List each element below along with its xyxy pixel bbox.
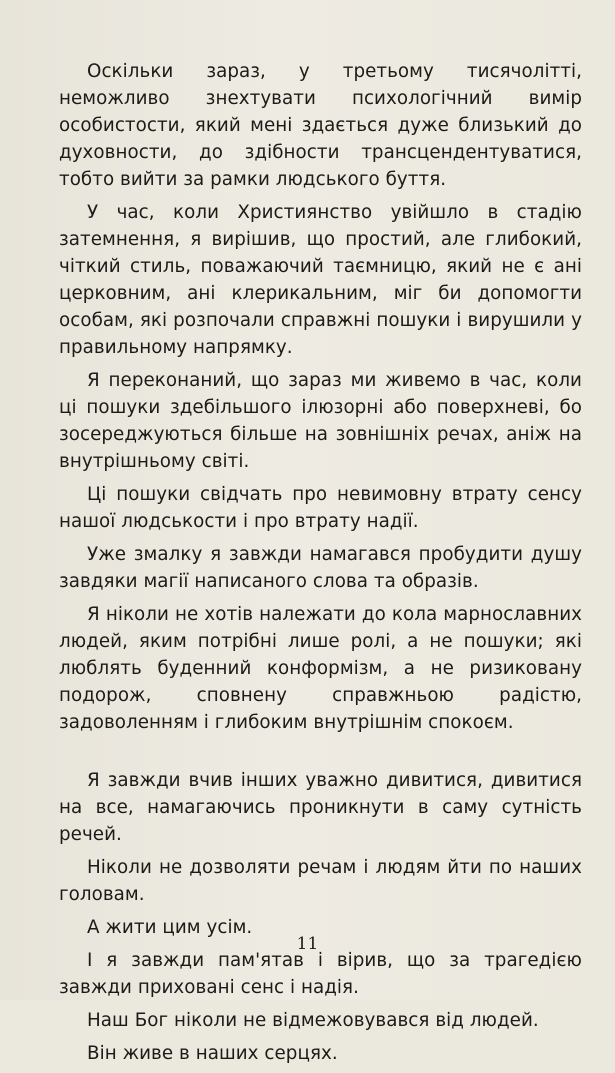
paragraph: Я завжди вчив інших уважно дивитися, дивитися на все, намагаючись проникнути в саму сутність речей.	[59, 770, 582, 845]
paragraph: Наш Бог ніколи не відмежовувався від людей.	[87, 1010, 539, 1031]
paragraph: Я переконаний, що зараз ми живемо в час, коли ці пошуки здебільшого ілюзорні або поверхневі, бо зосереджуються більше на зовнішніх речах, аніж на внутрішньому світі.	[59, 370, 582, 472]
paragraph: Ці пошуки свідчать про невимовну втрату сенсу нашої людськости і про втрату надії.	[59, 484, 582, 532]
paragraph: Оскільки зараз, у третьому тисячолітті, неможливо знехтувати психологічний вимір особистости, який мені здається дуже близький до духовности, до здібности трансцендентуватися, тобто вийти за рамки людського буття.	[59, 61, 582, 190]
paragraph: Ніколи не дозволяти речам і людям йти по наших головам.	[59, 857, 582, 905]
page-number: 11	[296, 934, 319, 954]
paragraph: А жити цим усім.	[87, 917, 253, 938]
page-text	[59, 58, 582, 1073]
paragraph: Уже змалку я завжди намагався пробудити душу завдяки магії написаного слова та образів.	[59, 544, 582, 592]
paragraph: І я завжди пам'ятав і вірив, що за трагедією завжди приховані сенс і надія.	[59, 950, 582, 998]
paragraph: У час, коли Християнство увійшло в стадію затемнення, я вирішив, що простий, але глибокий, чіткий стиль, поважаючий таємницю, який не є ані церковним, ані клерикальним, міг би допомогти особам, які розпочали справжні пошуки і вирушили у правильному напрямку.	[59, 202, 582, 358]
paragraph: Я ніколи не хотів належати до кола марнославних людей, яким потрібні лише ролі, а не пошуки; які люблять буденний конформізм, а не ризиковану подорож, сповнену справжньою радістю, задоволенням і глибоким внутрішнім спокоєм.	[59, 604, 582, 733]
section-gap	[59, 742, 582, 767]
paragraph: Він живе в наших серцях.	[87, 1043, 338, 1064]
